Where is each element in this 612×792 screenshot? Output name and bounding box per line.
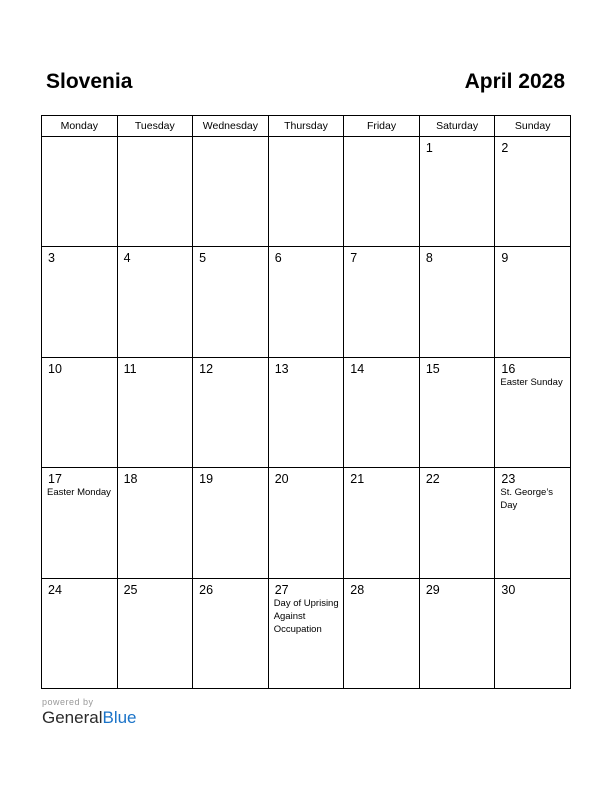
- day-number: 23: [501, 472, 516, 487]
- day-cell: [193, 578, 269, 688]
- day-number: 8: [425, 251, 433, 266]
- day-number: 28: [350, 582, 365, 597]
- calendar-body: [42, 137, 571, 689]
- day-number: [118, 137, 193, 141]
- day-cell: [42, 137, 118, 247]
- day-number: 14: [350, 361, 365, 376]
- logo-general-text: General: [42, 708, 103, 727]
- week-row: [42, 247, 571, 357]
- day-cell: [419, 468, 495, 578]
- day-cell: [193, 137, 269, 247]
- week-row: [42, 357, 571, 467]
- day-cell: [268, 357, 344, 467]
- day-number: 21: [350, 472, 365, 487]
- day-cell: [419, 357, 495, 467]
- day-cell: [495, 247, 571, 357]
- day-cell: [495, 468, 571, 578]
- day-cell: [42, 468, 118, 578]
- day-number: 9: [501, 251, 509, 266]
- holiday-label: Day of Uprising Against Occupation: [273, 597, 339, 635]
- day-cell: [42, 247, 118, 357]
- day-number: 2: [501, 141, 509, 155]
- day-cell: [193, 468, 269, 578]
- day-cell: [344, 578, 420, 688]
- day-number: 4: [123, 251, 131, 266]
- weekday-saturday: Saturday: [419, 116, 495, 137]
- powered-by-text: powered by: [42, 697, 94, 707]
- day-number: 24: [48, 582, 62, 597]
- day-number: 5: [199, 251, 207, 266]
- day-number: 17: [48, 472, 62, 487]
- week-row: [42, 468, 571, 578]
- weekday-monday: Monday: [42, 116, 118, 137]
- day-cell: [419, 137, 495, 247]
- day-number: 25: [123, 582, 138, 597]
- month-title: April 2028: [464, 70, 565, 93]
- weekday-friday: Friday: [344, 116, 420, 137]
- day-cell: [117, 468, 193, 578]
- day-number: 19: [199, 472, 214, 487]
- day-number: 15: [425, 361, 440, 376]
- weekday-wednesday: Wednesday: [193, 116, 269, 137]
- country-title: Slovenia: [46, 70, 133, 93]
- day-cell: [117, 357, 193, 467]
- week-row: [42, 578, 571, 688]
- day-cell: [344, 468, 420, 578]
- day-cell: [268, 578, 344, 688]
- day-number: 27: [274, 582, 289, 597]
- day-number: 30: [501, 582, 516, 597]
- day-number: 10: [48, 361, 62, 376]
- day-cell: [268, 247, 344, 357]
- day-number: [193, 137, 268, 141]
- day-cell: [344, 137, 420, 247]
- day-number: 29: [425, 582, 440, 597]
- day-cell: [42, 578, 118, 688]
- day-number: 6: [274, 251, 282, 266]
- day-number: 20: [274, 472, 289, 487]
- weekday-header-row: [42, 116, 571, 137]
- day-number: 12: [199, 361, 214, 376]
- holiday-label: Easter Sunday: [500, 376, 563, 388]
- day-number: 18: [123, 472, 138, 487]
- day-number: 1: [425, 141, 433, 155]
- day-cell: [117, 578, 193, 688]
- footer: [42, 697, 137, 728]
- day-cell: [268, 137, 344, 247]
- day-cell: [344, 247, 420, 357]
- logo-blue-text: Blue: [102, 708, 137, 727]
- day-number: [42, 137, 117, 141]
- weekday-tuesday: Tuesday: [117, 116, 193, 137]
- day-cell: [344, 357, 420, 467]
- holiday-label: Easter Monday: [47, 487, 111, 499]
- day-cell: [419, 578, 495, 688]
- weekday-thursday: Thursday: [268, 116, 344, 137]
- day-cell: [495, 137, 571, 247]
- day-cell: [495, 357, 571, 467]
- day-number: 13: [274, 361, 289, 376]
- day-cell: [193, 247, 269, 357]
- day-cell: [495, 578, 571, 688]
- day-cell: [193, 357, 269, 467]
- day-cell: [268, 468, 344, 578]
- day-cell: [42, 357, 118, 467]
- day-number: [269, 137, 344, 141]
- holiday-label: St. George’s Day: [500, 487, 554, 512]
- weekday-sunday: Sunday: [495, 116, 571, 137]
- day-number: 7: [350, 251, 358, 266]
- day-number: 16: [501, 361, 516, 376]
- day-number: 3: [48, 251, 55, 266]
- week-row: [42, 137, 571, 247]
- day-cell: [419, 247, 495, 357]
- day-number: 11: [123, 361, 137, 376]
- generalblue-logo: [42, 708, 137, 728]
- calendar-grid: [41, 115, 571, 689]
- day-cell: [117, 137, 193, 247]
- day-number: [344, 137, 419, 141]
- day-number: 22: [425, 472, 440, 487]
- day-number: 26: [199, 582, 214, 597]
- day-cell: [117, 247, 193, 357]
